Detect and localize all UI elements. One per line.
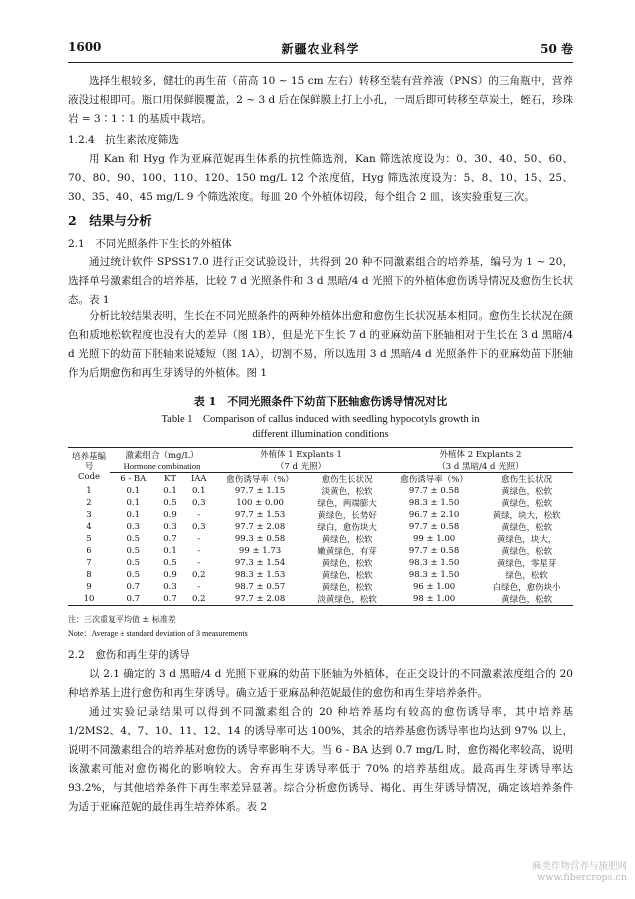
table-cell-code: 3: [86, 510, 92, 520]
table-cell-iaa: -: [197, 534, 201, 544]
page-number: 1600: [68, 40, 102, 54]
table-cell-code: 4: [86, 522, 92, 532]
table-row: [68, 521, 573, 533]
table-cell-s2: 黄绿色，块大，: [496, 535, 557, 545]
table-1: [68, 447, 573, 606]
table-cell-code: 7: [86, 558, 92, 568]
table-cell-r2: 99 ± 1.00: [412, 534, 456, 544]
table-cell-iaa: -: [197, 546, 201, 556]
table-1-body: [68, 485, 573, 606]
table-cell-r1: 97.7 ± 1.15: [234, 486, 286, 496]
table-1-note-en: Note：Average ± standard deviation of 3 measurements: [68, 629, 248, 638]
table-cell-r2: 96.7 ± 2.10: [408, 510, 460, 520]
table-cell-iaa: 0.2: [192, 570, 206, 580]
table-row: [68, 557, 573, 569]
table-cell-ba: 0.7: [126, 582, 140, 592]
table-cell-kt: 0.7: [156, 593, 183, 606]
col-rate2-header: 愈伤诱导率（%）: [400, 475, 468, 485]
table-row: [68, 593, 573, 606]
table-cell-kt: 0.1: [163, 486, 177, 496]
paragraph-2-1-design: 通过统计软件 SPSS17.0 进行正交试验设计，共得到 20 种不同激素组合的培养基，编号为 1 ~ 20，选择单号激素组合的培养基，比较 7 d 光照条件和 3 d 黑暗/4 d 光照下的外植体愈伤诱导情况及愈伤生长状态。表 1: [68, 256, 573, 306]
table-cell-r1: 97.7 ± 2.08: [214, 593, 306, 606]
table-row: [68, 497, 573, 509]
col-explants2-header: 外植体 2 Explants 2 （3 d 黑暗/4 d 光照）: [388, 448, 573, 473]
table-1-title-en-line2: different illumination conditions: [252, 429, 389, 440]
table-cell-r2: 97.7 ± 0.58: [408, 486, 460, 496]
table-cell-s1: 淡黄绿色，松软: [306, 593, 388, 606]
table-cell-ba: 0.5: [126, 546, 140, 556]
table-cell-ba: 0.1: [126, 510, 140, 520]
table-cell-s1: 绿白，愈伤块大: [317, 523, 377, 533]
section-2-heading: 2 结果与分析: [68, 213, 152, 228]
table-cell-r2: 98.3 ± 1.50: [408, 570, 460, 580]
table-cell-kt: 0.7: [163, 534, 177, 544]
table-cell-r2: 98.3 ± 1.50: [408, 558, 460, 568]
table-1-title-en-line1: Table 1 Comparison of callus induced with seedling hypocotyls growth in: [161, 414, 480, 425]
table-cell-code: 5: [86, 534, 92, 544]
table-cell-iaa: 0.3: [192, 522, 206, 532]
table-cell-ba: 0.7: [110, 593, 156, 606]
col-status2-header: 愈伤生长状况: [501, 475, 553, 485]
table-cell-s1: 绿色，两端膨大: [317, 499, 377, 509]
table-row: [68, 569, 573, 581]
running-header: [68, 40, 573, 60]
table-row: [68, 485, 573, 497]
table-cell-s1: 黄绿色，长势好: [317, 511, 377, 521]
table-cell-code: 8: [86, 570, 92, 580]
table-cell-ba: 0.1: [126, 498, 140, 508]
section-2-2-heading: 2.2 愈伤和再生芽的诱导: [68, 649, 190, 661]
table-cell-code: 6: [86, 546, 92, 556]
table-cell-iaa: -: [197, 510, 201, 520]
table-row: [68, 533, 573, 545]
table-cell-s2: 黄绿色，松软: [501, 499, 553, 509]
table-cell-r1: 97.7 ± 2.08: [234, 522, 286, 532]
table-cell-s2: 绿色，松软: [505, 571, 548, 581]
table-cell-r2: 97.7 ± 0.58: [408, 546, 460, 556]
table-cell-s2: 黄绿色，松软: [501, 523, 553, 533]
table-cell-ba: 0.1: [126, 486, 140, 496]
paragraph-2-2-results: 通过实验记录结果可以得到不同激素组合的 20 种培养基均有较高的愈伤诱导率，其中培养基 1/2MS2、4、7、10、11、12、14 的诱导率可达 100%，其余的培养基愈伤诱导率也均达到 97% 以上，说明不同激素组合的培养基对愈伤的诱导率影响不大。当 6 - BA 达到 0.7 mg/L 时，愈伤褐化率较高，说明该激素可能对愈伤褐化的影响较大。舍弃再生芽诱导率低于 70% 的培养基组成。最高再生芽诱导率达 93.2%，与其他培养条件下再生率差异显著。综合分析愈伤诱导、褐化、再生芽诱导情况，确定该培养条件为适于亚麻范妮的最佳再生培养体系。表 2: [68, 706, 573, 813]
table-cell-iaa: 0.3: [192, 498, 206, 508]
watermark-line2: www.fibercrops.cn: [537, 872, 627, 883]
table-cell-r2: 98.3 ± 1.50: [408, 498, 460, 508]
col-rate1-header: 愈伤诱导率（%）: [226, 475, 294, 485]
table-cell-r1: 100 ± 0.00: [236, 498, 284, 508]
table-cell-s1: 黄绿色，松软: [321, 559, 373, 569]
table-cell-ba: 0.5: [126, 534, 140, 544]
header-rule: [68, 62, 573, 63]
paragraph-2-2-intro: 以 2.1 确定的 3 d 黑暗/4 d 光照下亚麻的幼苗下胚轴为外植体，在正交设计的不同激素浓度组合的 20 种培养基上进行愈伤和再生芽诱导。确立适于亚麻品种范妮最佳的愈伤和再生芽培养条件。: [68, 668, 573, 699]
table-cell-s1: 黄绿色，松软: [321, 583, 373, 593]
watermark-line1: 麻类作物营养与施肥网: [531, 861, 627, 872]
journal-name: 新疆农业科学: [281, 42, 360, 56]
col-status1-header: 愈伤生长状况: [321, 475, 373, 485]
table-cell-s1: 黄绿色，松软: [321, 535, 373, 545]
table-cell-kt: 0.5: [163, 498, 177, 508]
paragraph-antibiotic: 用 Kan 和 Hyg 作为亚麻范妮再生体系的抗性筛选剂，Kan 筛选浓度设为：0、30、40、50、60、70、80、90、100、110、120、150 mg/L 12 个浓度值，Hyg 筛选浓度设为：5、8、10、15、25、30、35、40、45 mg/L 9 个筛选浓度。每皿 20 个外植体切段，每个组合 2 皿，该实验重复三次。: [68, 153, 573, 203]
paragraph-transplant: 选择生根较多，健壮的再生苗（苗高 10 ~ 15 cm 左右）转移至装有营养液（PNS）的三角瓶中，营养液没过根即可。瓶口用保鲜膜覆盖，2 ~ 3 d 后在保鲜膜上打上小孔，一周后即可转移至草炭土，蛭石，珍珠岩 = 3∶1∶1 的基质中栽培。: [68, 75, 573, 125]
col-kt-header: KT: [164, 474, 177, 484]
table-cell-r2: 97.7 ± 0.58: [408, 522, 460, 532]
table-1-caption: [68, 393, 573, 442]
table-cell-s2: 白绿色，愈伤块小: [492, 583, 561, 593]
table-1-title-zh: 表 1 不同光照条件下幼苗下胚轴愈伤诱导情况对比: [193, 395, 448, 408]
table-cell-code: 9: [86, 582, 92, 592]
table-cell-iaa: -: [197, 558, 201, 568]
col-explants1-header: 外植体 1 Explants 1 （7 d 光照）: [214, 448, 388, 473]
volume-label: 50 卷: [540, 42, 573, 56]
table-cell-r1: 99 ± 1.73: [238, 546, 282, 556]
table-cell-s2: 黄绿色，松软: [480, 593, 573, 606]
table-cell-kt: 0.9: [163, 570, 177, 580]
table-1-note-zh: 注：三次重复平均值 ± 标准差: [68, 615, 176, 624]
table-row: [68, 545, 573, 557]
table-cell-code: 2: [86, 498, 92, 508]
col-iaa-header: IAA: [190, 474, 207, 484]
table-cell-r1: 97.3 ± 1.54: [234, 558, 286, 568]
table-cell-s2: 黄绿色，松软: [501, 547, 553, 557]
watermark: [532, 858, 627, 883]
table-cell-kt: 0.3: [163, 522, 177, 532]
table-cell-iaa: -: [197, 582, 201, 592]
table-cell-ba: 0.3: [126, 522, 140, 532]
table-cell-r1: 99.3 ± 0.58: [234, 534, 286, 544]
table-cell-ba: 0.5: [126, 558, 140, 568]
table-row: [68, 581, 573, 593]
table-cell-s2: 黄绿，块大，松软: [492, 511, 561, 521]
table-cell-r1: 98.3 ± 1.53: [234, 570, 286, 580]
table-cell-s1: 黄绿色，松软: [321, 571, 373, 581]
col-hormone-header: 激素组合（mg/L） Hormone combination: [110, 448, 214, 473]
table-cell-kt: 0.9: [163, 510, 177, 520]
table-cell-r2: 98 ± 1.00: [388, 593, 480, 606]
table-cell-kt: 0.5: [163, 558, 177, 568]
table-cell-code: 1: [86, 486, 92, 496]
col-6ba-header: 6 - BA: [120, 474, 147, 484]
table-cell-kt: 0.1: [163, 546, 177, 556]
table-cell-r1: 98.7 ± 0.57: [234, 582, 286, 592]
table-cell-s1: 嫩黄绿色，有芽: [317, 547, 377, 557]
table-cell-s2: 黄绿色，零星芽: [496, 559, 557, 569]
section-2-1-heading: 2.1 不同光照条件下生长的外植体: [68, 238, 232, 250]
paragraph-2-1-results: 分析比较结果表明，生长在不同光照条件的两种外植体出愈和愈伤生长状况基本相同。愈伤生长状况在颜色和质地松软程度也没有大的差异（图 1B），但是光下生长 7 d 的亚麻幼苗下胚轴相对于生长在 3 d 黑暗/4 d 光照下的幼苗下胚轴来说矮短（图 1A），切割不易，所以选用 3 d 黑暗/4 d 光照条件下的亚麻幼苗下胚轴作为后期愈伤和再生芽诱导的外植体。图 1: [68, 310, 573, 379]
table-cell-r1: 97.7 ± 1.53: [234, 510, 286, 520]
col-code-header: 培养基编号 Code: [68, 448, 110, 486]
table-cell-r2: 96 ± 1.00: [412, 582, 456, 592]
table-cell-code: 10: [68, 593, 110, 606]
table-cell-iaa: 0.1: [192, 486, 206, 496]
table-cell-s2: 黄绿色，松软: [501, 487, 553, 497]
table-row: [68, 509, 573, 521]
table-cell-iaa: 0.2: [184, 593, 214, 606]
table-cell-s1: 淡黄色，松软: [321, 487, 373, 497]
section-1-2-4-heading: 1.2.4 抗生素浓度筛选: [68, 134, 179, 146]
table-cell-kt: 0.3: [163, 582, 177, 592]
table-cell-ba: 0.5: [126, 570, 140, 580]
